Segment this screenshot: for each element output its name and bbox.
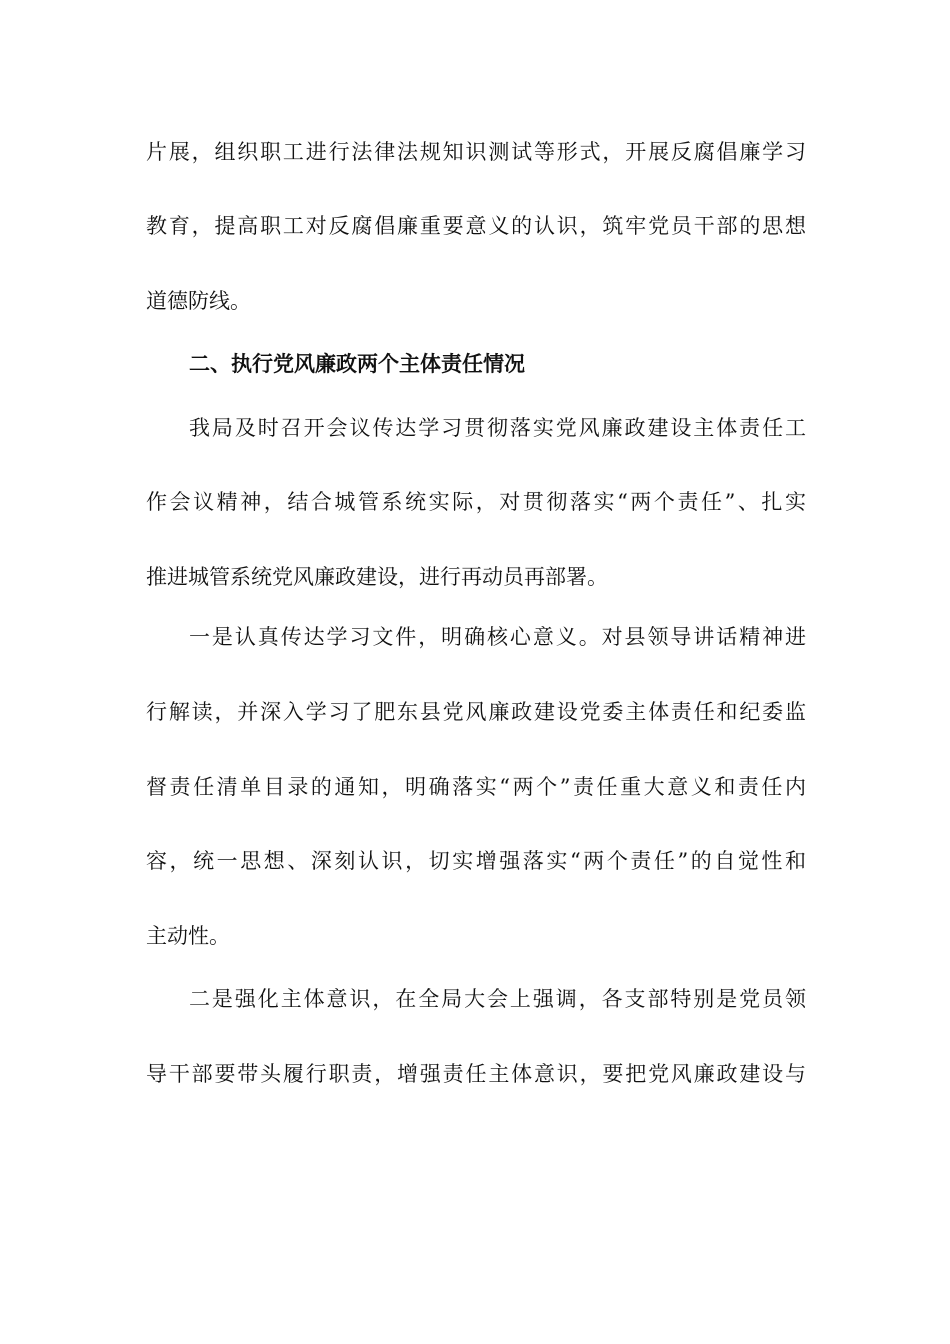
paragraph-line: 主动性。 — [146, 924, 230, 948]
paragraph-line: 片展，组织职工进行法律法规知识测试等形式，开展反腐倡廉学习 — [146, 140, 806, 164]
paragraph-line: 教育，提高职工对反腐倡廉重要意义的认识，筑牢党员干部的思想 — [146, 214, 806, 238]
paragraph-line: 一是认真传达学习文件，明确核心意义。对县领导讲话精神进 — [189, 625, 806, 649]
section-heading: 二、执行党风廉政两个主体责任情况 — [189, 352, 525, 376]
paragraph-line: 作会议精神，结合城管系统实际，对贯彻落实“两个责任”、扎实 — [146, 490, 806, 514]
paragraph-line: 行解读，并深入学习了肥东县党风廉政建设党委主体责任和纪委监 — [146, 700, 806, 724]
paragraph-line: 二是强化主体意识，在全局大会上强调，各支部特别是党员领 — [189, 987, 806, 1011]
paragraph-line: 督责任清单目录的通知，明确落实“两个”责任重大意义和责任内 — [146, 775, 806, 799]
paragraph-line: 我局及时召开会议传达学习贯彻落实党风廉政建设主体责任工 — [189, 416, 806, 440]
paragraph-line: 推进城管系统党风廉政建设，进行再动员再部署。 — [146, 565, 608, 589]
paragraph-line: 导干部要带头履行职责，增强责任主体意识，要把党风廉政建设与 — [146, 1062, 806, 1086]
paragraph-line: 道德防线。 — [146, 289, 251, 313]
paragraph-line: 容，统一思想、深刻认识，切实增强落实“两个责任”的自觉性和 — [146, 849, 806, 873]
